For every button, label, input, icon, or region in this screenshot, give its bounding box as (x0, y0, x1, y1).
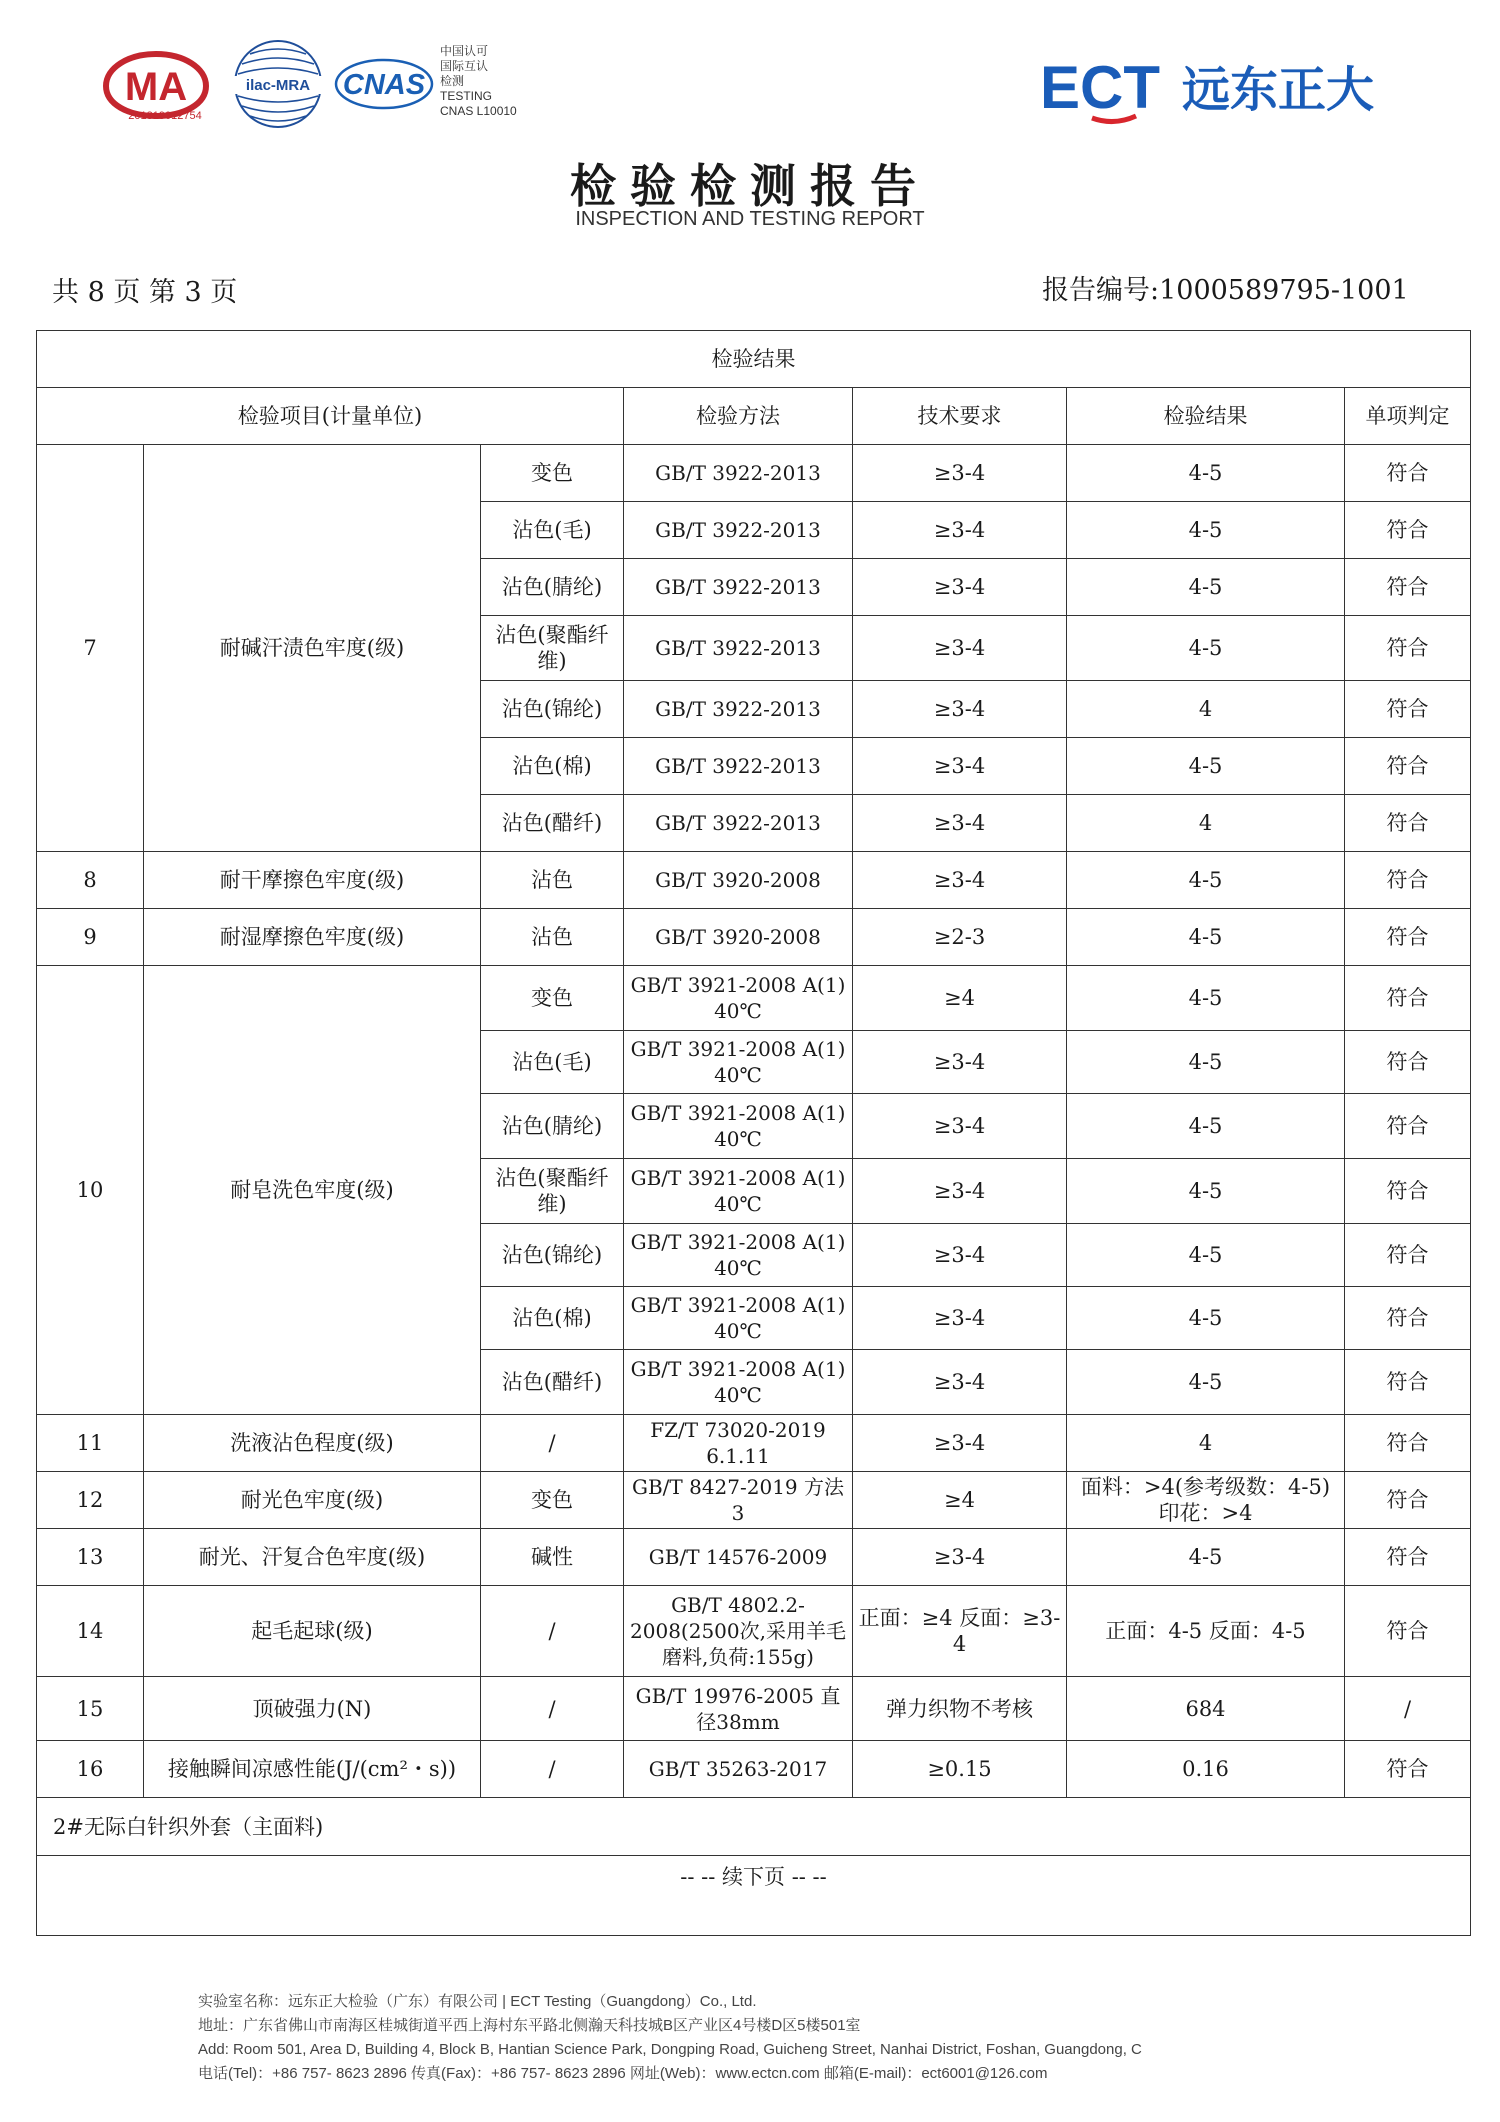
judgement: 符合 (1345, 1094, 1471, 1159)
judgement: 符合 (1345, 616, 1471, 681)
footer (198, 1990, 1142, 2086)
test-method: GB/T 3921-2008 A(1) 40℃ (624, 1159, 853, 1224)
cnas-accreditation-text (440, 44, 517, 119)
judgement: 符合 (1345, 966, 1471, 1031)
test-method: GB/T 3921-2008 A(1) 40℃ (624, 966, 853, 1031)
test-method: GB/T 19976-2005 直径38mm (624, 1677, 853, 1741)
judgement: 符合 (1345, 1472, 1471, 1529)
cma-logo-text: MA (124, 65, 188, 109)
result: 4-5 (1067, 445, 1345, 502)
table-row (37, 1529, 1471, 1586)
item-name: 耐光、汗复合色牢度(级) (144, 1529, 481, 1586)
item-name: 接触瞬间凉感性能(J/(cm²・s)) (144, 1741, 481, 1798)
test-method: GB/T 8427-2019 方法3 (624, 1472, 853, 1529)
result: 4-5 (1067, 738, 1345, 795)
report-number: 报告编号:1000589795-1001 (1042, 275, 1409, 306)
item-number: 10 (37, 966, 144, 1415)
ect-logo-text: ECT (1040, 54, 1160, 121)
footer-address-cn: 地址：广东省佛山市南海区桂城街道平西上海村东平路北侧瀚天科技城B区产业区4号楼D区5楼501室 (198, 2017, 861, 2034)
header-item: 检验项目(计量单位) (37, 388, 624, 445)
judgement: 符合 (1345, 1159, 1471, 1224)
judgement: / (1345, 1677, 1471, 1741)
cnas-logo-text: CNAS (342, 69, 426, 101)
sub-item: 沾色 (481, 852, 624, 909)
sub-item: 沾色(醋纤) (481, 795, 624, 852)
result: 4 (1067, 795, 1345, 852)
requirement: ≥3-4 (853, 1094, 1067, 1159)
test-method: GB/T 3920-2008 (624, 852, 853, 909)
continued-row (37, 1856, 1471, 1936)
sub-item: 沾色(聚酯纤维) (481, 616, 624, 681)
item-number: 9 (37, 909, 144, 966)
result: 4 (1067, 1415, 1345, 1472)
result: 4-5 (1067, 1529, 1345, 1586)
test-method: GB/T 3921-2008 A(1) 40℃ (624, 1350, 853, 1415)
item-name: 耐光色牢度(级) (144, 1472, 481, 1529)
sub-item: 变色 (481, 445, 624, 502)
test-method: GB/T 3922-2013 (624, 616, 853, 681)
judgement: 符合 (1345, 445, 1471, 502)
test-method: GB/T 3921-2008 A(1) 40℃ (624, 1224, 853, 1287)
result: 4-5 (1067, 1224, 1345, 1287)
judgement: 符合 (1345, 1287, 1471, 1350)
cnas-line: TESTING (440, 89, 493, 103)
requirement: ≥3-4 (853, 1350, 1067, 1415)
sub-item: 沾色 (481, 909, 624, 966)
section-title-row (37, 331, 1471, 388)
table-row (37, 1586, 1471, 1677)
cnas-line: 国际互认 (440, 59, 489, 73)
item-number: 11 (37, 1415, 144, 1472)
requirement: ≥3-4 (853, 1159, 1067, 1224)
cnas-line: CNAS L10010 (440, 104, 517, 118)
result: 4-5 (1067, 1287, 1345, 1350)
table-row (37, 852, 1471, 909)
result: 0.16 (1067, 1741, 1345, 1798)
judgement: 符合 (1345, 1529, 1471, 1586)
requirement: ≥3-4 (853, 852, 1067, 909)
footer-lab-name: 实验室名称：远东正大检验（广东）有限公司 | ECT Testing（Guangdong）Co., Ltd. (198, 1993, 757, 2010)
header-judgement: 单项判定 (1345, 388, 1471, 445)
test-method: GB/T 3922-2013 (624, 559, 853, 616)
ect-logo (1040, 52, 1400, 128)
sub-item: / (481, 1415, 624, 1472)
judgement: 符合 (1345, 502, 1471, 559)
judgement: 符合 (1345, 1350, 1471, 1415)
table-row (37, 1472, 1471, 1529)
cma-number: 201819012754 (128, 110, 202, 122)
table-row (37, 1415, 1471, 1472)
requirement: 弹力织物不考核 (853, 1677, 1067, 1741)
table-row (37, 1741, 1471, 1798)
item-name: 起毛起球(级) (144, 1586, 481, 1677)
item-number: 8 (37, 852, 144, 909)
requirement: ≥3-4 (853, 738, 1067, 795)
judgement: 符合 (1345, 1031, 1471, 1094)
cnas-line: 中国认可 (440, 44, 489, 58)
result: 正面：4-5 反面：4-5 (1067, 1586, 1345, 1677)
requirement: ≥3-4 (853, 559, 1067, 616)
item-number: 16 (37, 1741, 144, 1798)
report-title-en: INSPECTION AND TESTING REPORT (575, 208, 925, 230)
sub-item: 沾色(毛) (481, 502, 624, 559)
item-name: 耐湿摩擦色牢度(级) (144, 909, 481, 966)
sub-item: 变色 (481, 966, 624, 1031)
sub-item: 沾色(锦纶) (481, 681, 624, 738)
sub-item: 沾色(棉) (481, 738, 624, 795)
table-row (37, 445, 1471, 502)
requirement: ≥3-4 (853, 445, 1067, 502)
item-number: 13 (37, 1529, 144, 1586)
test-method: FZ/T 73020-2019 6.1.11 (624, 1415, 853, 1472)
item-number: 14 (37, 1586, 144, 1677)
sub-item: / (481, 1741, 624, 1798)
judgement: 符合 (1345, 559, 1471, 616)
requirement: ≥3-4 (853, 1529, 1067, 1586)
test-method: GB/T 3920-2008 (624, 909, 853, 966)
test-method: GB/T 3922-2013 (624, 795, 853, 852)
judgement: 符合 (1345, 795, 1471, 852)
requirement: ≥3-4 (853, 502, 1067, 559)
test-method: GB/T 4802.2-2008(2500次,采用羊毛磨料,负荷:155g) (624, 1586, 853, 1677)
header-row (37, 388, 1471, 445)
header-method: 检验方法 (624, 388, 853, 445)
header-result: 检验结果 (1067, 388, 1345, 445)
table-row (37, 909, 1471, 966)
judgement: 符合 (1345, 1224, 1471, 1287)
result: 4-5 (1067, 1094, 1345, 1159)
sub-item: 沾色(毛) (481, 1031, 624, 1094)
sub-item: / (481, 1586, 624, 1677)
table-row (37, 1677, 1471, 1741)
result: 684 (1067, 1677, 1345, 1741)
ilac-mra-logo (232, 38, 324, 130)
requirement: ≥3-4 (853, 616, 1067, 681)
judgement: 符合 (1345, 681, 1471, 738)
result: 4-5 (1067, 616, 1345, 681)
requirement: ≥3-4 (853, 681, 1067, 738)
requirement: ≥3-4 (853, 795, 1067, 852)
item-number: 15 (37, 1677, 144, 1741)
requirement: ≥2-3 (853, 909, 1067, 966)
requirement: ≥3-4 (853, 1224, 1067, 1287)
test-method: GB/T 3922-2013 (624, 738, 853, 795)
footer-contact: 电话(Tel)：+86 757- 8623 2896 传真(Fax)：+86 757- 8623 2896 网址(Web)：www.ectcn.com 邮箱(E-mail)：ect6001@126.com (198, 2065, 1048, 2082)
test-method: GB/T 3921-2008 A(1) 40℃ (624, 1031, 853, 1094)
section-title: 检验结果 (37, 331, 1471, 388)
ect-logo-cn: 远东正大 (1182, 62, 1375, 118)
requirement: 正面：≥4 反面：≥3-4 (853, 1586, 1067, 1677)
sub-item: 沾色(醋纤) (481, 1350, 624, 1415)
test-method: GB/T 35263-2017 (624, 1741, 853, 1798)
sub-item: / (481, 1677, 624, 1741)
requirement: ≥3-4 (853, 1415, 1067, 1472)
item-name: 耐干摩擦色牢度(级) (144, 852, 481, 909)
judgement: 符合 (1345, 909, 1471, 966)
results-table (36, 330, 1471, 1936)
result: 4-5 (1067, 909, 1345, 966)
sub-item: 沾色(锦纶) (481, 1224, 624, 1287)
result: 4-5 (1067, 559, 1345, 616)
results-table-body (37, 331, 1471, 1936)
result: 4-5 (1067, 1350, 1345, 1415)
judgement: 符合 (1345, 1415, 1471, 1472)
test-method: GB/T 3922-2013 (624, 681, 853, 738)
test-method: GB/T 3922-2013 (624, 502, 853, 559)
requirement: ≥3-4 (853, 1287, 1067, 1350)
result: 4-5 (1067, 852, 1345, 909)
header-requirement: 技术要求 (853, 388, 1067, 445)
sub-item: 沾色(腈纶) (481, 559, 624, 616)
result: 4-5 (1067, 502, 1345, 559)
judgement: 符合 (1345, 738, 1471, 795)
test-method: GB/T 3921-2008 A(1) 40℃ (624, 1287, 853, 1350)
result: 面料：>4(参考级数：4-5) 印花：>4 (1067, 1472, 1345, 1529)
judgement: 符合 (1345, 852, 1471, 909)
sub-item: 沾色(腈纶) (481, 1094, 624, 1159)
item-name: 洗液沾色程度(级) (144, 1415, 481, 1472)
sample-row (37, 1798, 1471, 1856)
ilac-text: ilac-MRA (245, 77, 311, 94)
requirement: ≥3-4 (853, 1031, 1067, 1094)
continued-note: -- -- 续下页 -- -- (37, 1856, 1471, 1936)
sub-item: 碱性 (481, 1529, 624, 1586)
footer-address-en: Add: Room 501, Area D, Building 4, Block B, Hantian Science Park, Dongping Road, Guicheng Street, Nanhai District, Foshan, Guangdong, C (198, 2041, 1142, 2058)
judgement: 符合 (1345, 1741, 1471, 1798)
result: 4-5 (1067, 966, 1345, 1031)
page-info: 共 8 页 第 3 页 (52, 277, 238, 308)
requirement: ≥4 (853, 1472, 1067, 1529)
test-method: GB/T 3921-2008 A(1) 40℃ (624, 1094, 853, 1159)
requirement: ≥4 (853, 966, 1067, 1031)
sample-label: 2#无际白针织外套（主面料) (37, 1798, 1471, 1856)
item-number: 12 (37, 1472, 144, 1529)
report-title: 检验检测报告 (570, 159, 930, 213)
judgement: 符合 (1345, 1586, 1471, 1677)
table-row (37, 966, 1471, 1031)
result: 4 (1067, 681, 1345, 738)
item-name: 顶破强力(N) (144, 1677, 481, 1741)
item-name: 耐皂洗色牢度(级) (144, 966, 481, 1415)
item-name: 耐碱汗渍色牢度(级) (144, 445, 481, 852)
item-number: 7 (37, 445, 144, 852)
result: 4-5 (1067, 1159, 1345, 1224)
sub-item: 变色 (481, 1472, 624, 1529)
cnas-logo (334, 58, 434, 110)
sub-item: 沾色(聚酯纤维) (481, 1159, 624, 1224)
test-method: GB/T 14576-2009 (624, 1529, 853, 1586)
requirement: ≥0.15 (853, 1741, 1067, 1798)
sub-item: 沾色(棉) (481, 1287, 624, 1350)
result: 4-5 (1067, 1031, 1345, 1094)
test-method: GB/T 3922-2013 (624, 445, 853, 502)
cnas-line: 检测 (440, 74, 465, 88)
